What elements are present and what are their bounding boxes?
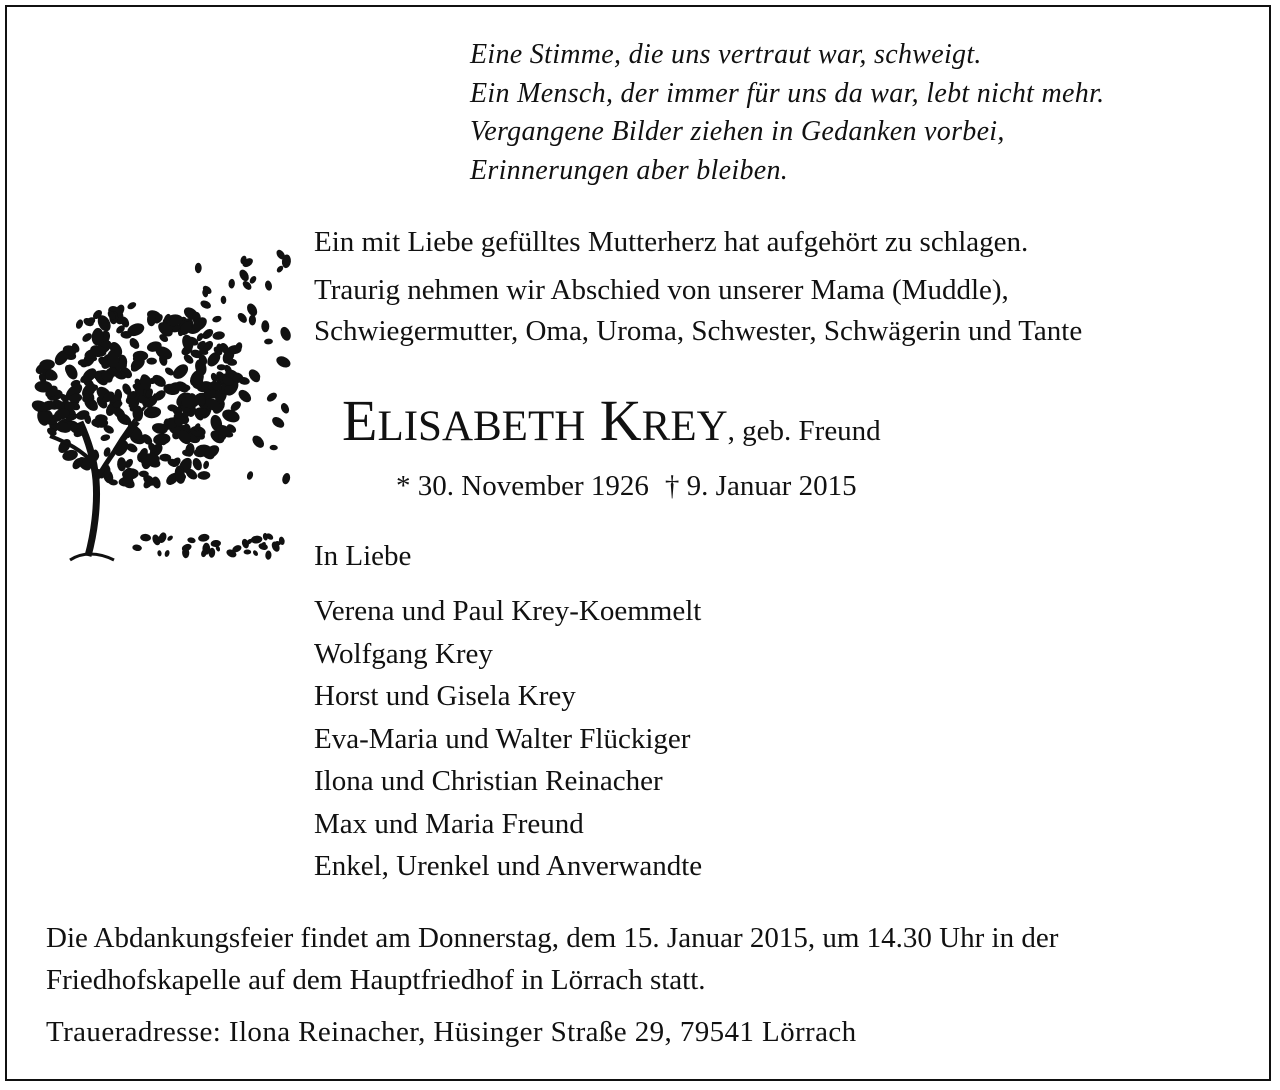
mourner-name: Eva-Maria und Walter Flückiger (314, 722, 691, 755)
poem-line: Erinnerungen aber bleiben. (470, 154, 789, 186)
ceremony-info: Die Abdankungsfeier findet am Donnerstag, dem 15. Januar 2015, um 14.30 Uhr in der Friedhofskapelle auf dem Hauptfriedhof in Lörrach statt. (46, 922, 1059, 996)
birth-date: * 30. November 1926 (396, 470, 649, 502)
mourner-name: Horst und Gisela Krey (314, 680, 576, 712)
intro-line: Schwiegermutter, Oma, Uroma, Schwester, Schwägerin und Tante (314, 315, 1083, 347)
poem-line: Ein Mensch, der immer für uns da war, lebt nicht mehr. (470, 77, 1105, 109)
intro-line: Traurig nehmen wir Abschied von unserer Mama (Muddle), (314, 274, 1009, 306)
intro-text (314, 222, 1082, 352)
mourner-name: Enkel, Urenkel und Anverwandte (314, 850, 703, 882)
poem (470, 36, 1104, 190)
mourner-name: Max und Maria Freund (314, 807, 584, 840)
last-name-initial: K (599, 388, 642, 453)
deceased-name (342, 386, 881, 466)
mourner-name: Ilona und Christian Reinacher (314, 765, 663, 797)
first-name-rest: LISABETH (377, 403, 586, 450)
mourner-name: Wolfgang Krey (314, 637, 493, 670)
intro-line: Ein mit Liebe gefülltes Mutterherz hat aufgehört zu schlagen. (314, 226, 1029, 258)
mourning-address: Traueradresse: Ilona Reinacher, Hüsinger Straße 29, 79541 Lörrach (46, 1016, 857, 1048)
first-name-initial: E (342, 388, 378, 453)
death-date: † 9. Januar 2015 (664, 470, 857, 502)
mourners-list (314, 590, 702, 888)
mourner-name: Verena und Paul Krey-Koemmelt (314, 595, 702, 627)
poem-line: Eine Stimme, die uns vertraut war, schweigt. (470, 39, 982, 70)
windblown-tree-icon (22, 244, 292, 570)
life-dates (396, 466, 857, 506)
poem-line: Vergangene Bilder ziehen in Gedanken vorbei, (470, 116, 1005, 147)
last-name-rest: REY (641, 403, 728, 450)
birth-name: , geb. Freund (727, 415, 881, 447)
mourners-heading: In Liebe (314, 540, 412, 572)
